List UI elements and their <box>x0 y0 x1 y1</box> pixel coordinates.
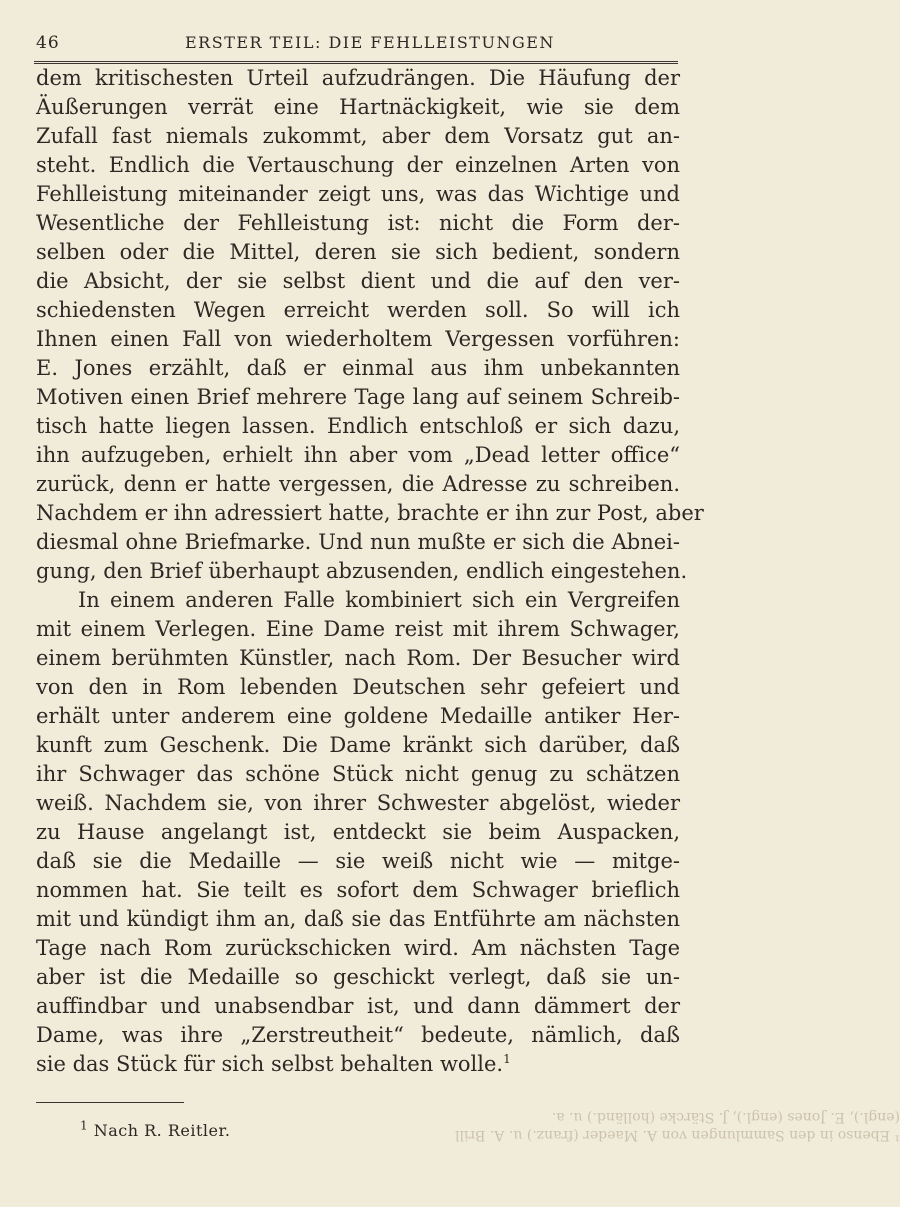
text-line: einem berühmten Künstler, nach Rom. Der Besucher wird <box>36 646 680 670</box>
text-line: Dame, was ihre „Zerstreutheit“ bedeute, nämlich, daß <box>36 1023 680 1047</box>
text-line: zu Hause angelangt ist, entdeckt sie beim Auspacken, <box>36 820 680 844</box>
text-line: ihr Schwager das schöne Stück nicht genug zu schätzen <box>36 762 680 786</box>
text-line: Zufall fast niemals zukommt, aber dem Vorsatz gut an- <box>36 124 680 148</box>
text-line: kunft zum Geschenk. Die Dame kränkt sich darüber, daß <box>36 733 680 757</box>
footnote <box>80 1118 231 1140</box>
footnote-text: Nach R. Reitler. <box>93 1121 231 1140</box>
text-line: Nachdem er ihn adressiert hatte, brachte er ihn zur Post, aber <box>36 501 704 525</box>
text-line: erhält unter anderem eine goldene Medaille antiker Her- <box>36 704 680 728</box>
text-line: mit einem Verlegen. Eine Dame reist mit ihrem Schwager, <box>36 617 680 641</box>
bleed-through-text <box>455 1108 900 1144</box>
text-line: ihn aufzugeben, erhielt ihn aber vom „Dead letter office“ <box>36 443 680 467</box>
text-line: In einem anderen Falle kombiniert sich ein Vergreifen <box>78 588 680 612</box>
text-line: mit und kündigt ihm an, daß sie das Entführte am nächsten <box>36 907 680 931</box>
text-line: Wesentliche der Fehlleistung ist: nicht die Form der- <box>36 211 680 235</box>
text-line: schiedensten Wegen erreicht werden soll. So will ich <box>36 298 680 322</box>
text-line: von den in Rom lebenden Deutschen sehr gefeiert und <box>36 675 680 699</box>
running-head: ERSTER TEIL: DIE FEHLLEISTUNGEN <box>185 33 555 52</box>
text-line: diesmal ohne Briefmarke. Und nun mußte er sich die Abnei- <box>36 530 680 554</box>
final-line-text: sie das Stück für sich selbst behalten wolle. <box>36 1052 504 1076</box>
page-number: 46 <box>36 33 60 53</box>
text-line: gung, den Brief überhaupt abzusenden, endlich eingestehen. <box>36 559 688 583</box>
text-line: Tage nach Rom zurückschicken wird. Am nächsten Tage <box>36 936 680 960</box>
bleed-through-line: ¹ Ebenso in den Sammlungen von A. Maeder (franz.) u. A. Brill <box>455 1127 900 1143</box>
text-line: nommen hat. Sie teilt es sofort dem Schwager brieflich <box>36 878 680 902</box>
text-line: die Absicht, der sie selbst dient und die auf den ver- <box>36 269 680 293</box>
text-line: selben oder die Mittel, deren sie sich bedient, sondern <box>36 240 680 264</box>
footnote-rule <box>36 1102 184 1103</box>
text-line: steht. Endlich die Vertauschung der einzelnen Arten von <box>36 153 680 177</box>
body-text <box>36 64 704 1079</box>
text-line: tisch hatte liegen lassen. Endlich entschloß er sich dazu, <box>36 414 680 438</box>
text-line: Motiven einen Brief mehrere Tage lang auf seinem Schreib- <box>36 385 680 409</box>
text-line: weiß. Nachdem sie, von ihrer Schwester abgelöst, wieder <box>36 791 680 815</box>
footnote-mark: 1 <box>80 1118 89 1133</box>
text-line: auffindbar und unabsendbar ist, und dann dämmert der <box>36 994 680 1018</box>
text-line: Ihnen einen Fall von wiederholtem Vergessen vorführen: <box>36 327 680 351</box>
text-line: daß sie die Medaille — sie weiß nicht wie — mitge- <box>36 849 680 873</box>
text-line: dem kritischesten Urteil aufzudrängen. Die Häufung der <box>36 66 680 90</box>
text-line: Äußerungen verrät eine Hartnäckigkeit, wie sie dem <box>36 95 680 119</box>
text-line: E. Jones erzählt, daß er einmal aus ihm unbekannten <box>36 356 680 380</box>
text-line: zurück, denn er hatte vergessen, die Adresse zu schreiben. <box>36 472 680 496</box>
footnote-reference: 1 <box>503 1052 511 1066</box>
text-line: aber ist die Medaille so geschickt verlegt, daß sie un- <box>36 965 680 989</box>
bleed-through-line: (engl.), E. Jones (engl.), J. Stärcke (holländ.) u. a. <box>551 1109 900 1125</box>
text-line-final <box>36 1050 680 1079</box>
text-line: Fehlleistung miteinander zeigt uns, was das Wichtige und <box>36 182 680 206</box>
